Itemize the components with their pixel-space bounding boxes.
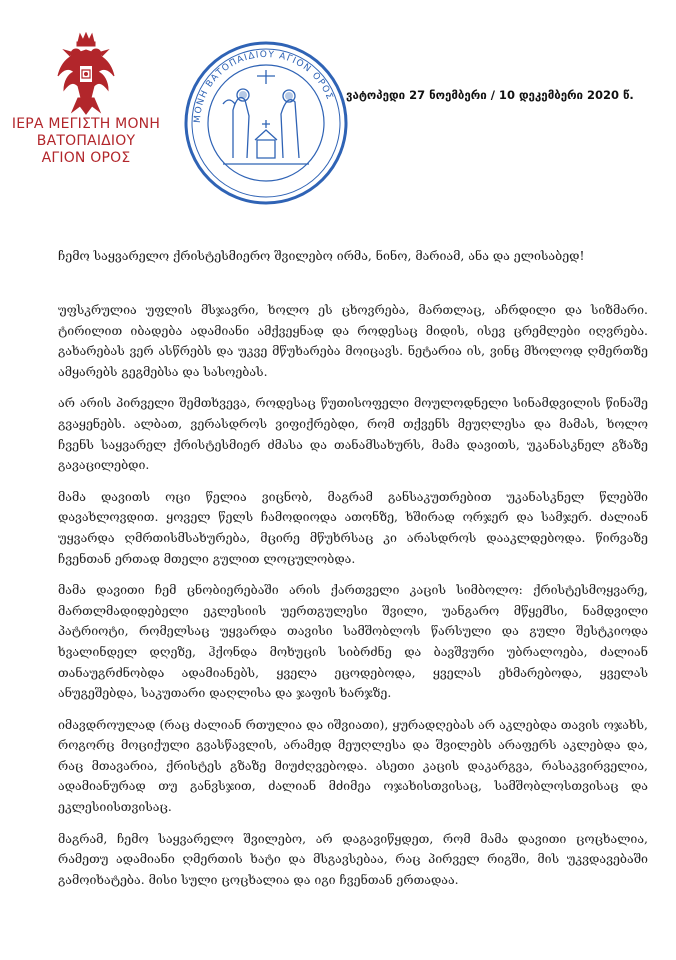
letter-body [58,300,648,901]
monastery-line-1: ΙΕΡΑ ΜΕΓΙΣΤΗ ΜΟΝΗ [11,116,161,132]
monastery-seal-icon [183,40,349,206]
letter-paragraph-1: უფსკრულია უფლის მსჯავრი, ხოლო ეს ცხოვრება, მართლაც, აჩრდილი და სიზმარი. ტირილით იბადება ადამიანი ამქვეყნად და როდესაც მიდის, ისევ ცრემლები იღვრება. გახარებას ვერ ასწრებს და უკვე მწუხარება მოიცავს. ნეტარია ის, ვინც მხოლოდ ღმერთზე ამყარებს გეგმებსა და სასოებას. [58,302,648,379]
monastery-name [0,116,172,167]
letterhead [0,0,676,240]
seal-inscription: ΜΟΝΗ ΒΑΤΟΠΑΙΔΙΟΥ ΑΓΙΟΝ ΟΡΟΣ [192,49,335,124]
letter-paragraph-6: მაგრამ, ჩემო საყვარელო შვილებო, არ დაგავიწყდეთ, რომ მამა დავითი ცოცხალია, რამეთუ ადამიანი ღმერთის ხატი და მსგავსებაა, რაც პირველ რიგში, მის უკვდავებაში გამოიხატება. მისი სული ცოცხალია და იგი ჩვენთან ერთადაა. [58,830,648,887]
letter-paragraph-5: იმავდროულად (რაც ძალიან რთულია და იშვიათი), ყურადღებას არ აკლებდა თავის ოჯახს, როგორც მოციქული გვასწავლის, არამედ მეუღლესა და შვილებს არაფერს აკლებდა და, რაც მთავარია, ქრისტეს გზაზე მიუძღვებოდა. ასეთი კაცის დაკარგვა, რასაკვირველია, ადამიანურად თუ განვსჯით, ძალიან მძიმეა ოჯახისთვისაც, სამშობლოსთვისაც და ეკლესიისთვისაც. [58,716,648,815]
monastery-line-3: ΑΓΙΟΝ ΟΡΟΣ [41,150,131,166]
letter-greeting: ჩემო საყვარელო ქრისტესმიერო შვილებო ირმა, ნინო, მარიამ, ანა და ელისაბედ! [58,248,585,263]
double-headed-eagle-crest-icon [56,32,116,116]
letter-date: ვატოპედი 27 ნოემბერი / 10 დეკემბერი 2020 წ. [346,88,634,102]
letter-paragraph-4: მამა დავითი ჩემ ცნობიერებაში არის ქართველი კაცის სიმბოლო: ქრისტესმოყვარე, მართლმადიდებელი ეკლესიის უერთგულესი შვილი, უანგარო მწყემსი, ნამდვილი პატრიოტი, რომელსაც უყვარდა თავისი სამშობლოს წარსული და გული შესტკიოდა ხვალინდელ დღეზე, ჰქონდა მოხუცის სიბრძნე და ბავშვური უბრალოება, ძალიან თანაუგრძნობდა ადამიანებს, ყველა ეცოდებოდა, ყველას ეხმარებოდა, ყველას ანუგეშებდა, საკუთარი დაღლისა და ჯაფის ხარჯზე. [58,582,648,701]
monastery-line-2: ΒΑΤΟΠΑΙΔΙΟΥ [36,133,136,149]
letter-paragraph-3: მამა დავითს ოცი წელია ვიცნობ, მაგრამ განსაკუთრებით უკანასკნელ წლებში დავახლოვდით. ყოველ წელს ჩამოდიოდა ათონზე, ხშირად ორჯერ და სამჯერ. ძალიან უყვარდა ღმრთისმსახურება, მცირე მწუხრსაც კი არასდროს დააკლდებოდა. წირვაზე ჩვენთან ერთად მთელი გულით ლოცულობდა. [58,488,648,566]
letter-paragraph-2: არ არის პირველი შემთხვევა, როდესაც წუთისოფელი მოულოდნელი სინამდვილის წინაშე გვაყენებს. ალბათ, ვერასდროს ვიფიქრებდი, რომ თქვენს მეუღლესა და მამას, ხოლო ჩვენს საყვარელ ქრისტესმიერ ძმასა და თანამსახურს, მამა დავითს, უკანასკნელ გზაზე გავაცილებდი. [58,395,648,473]
